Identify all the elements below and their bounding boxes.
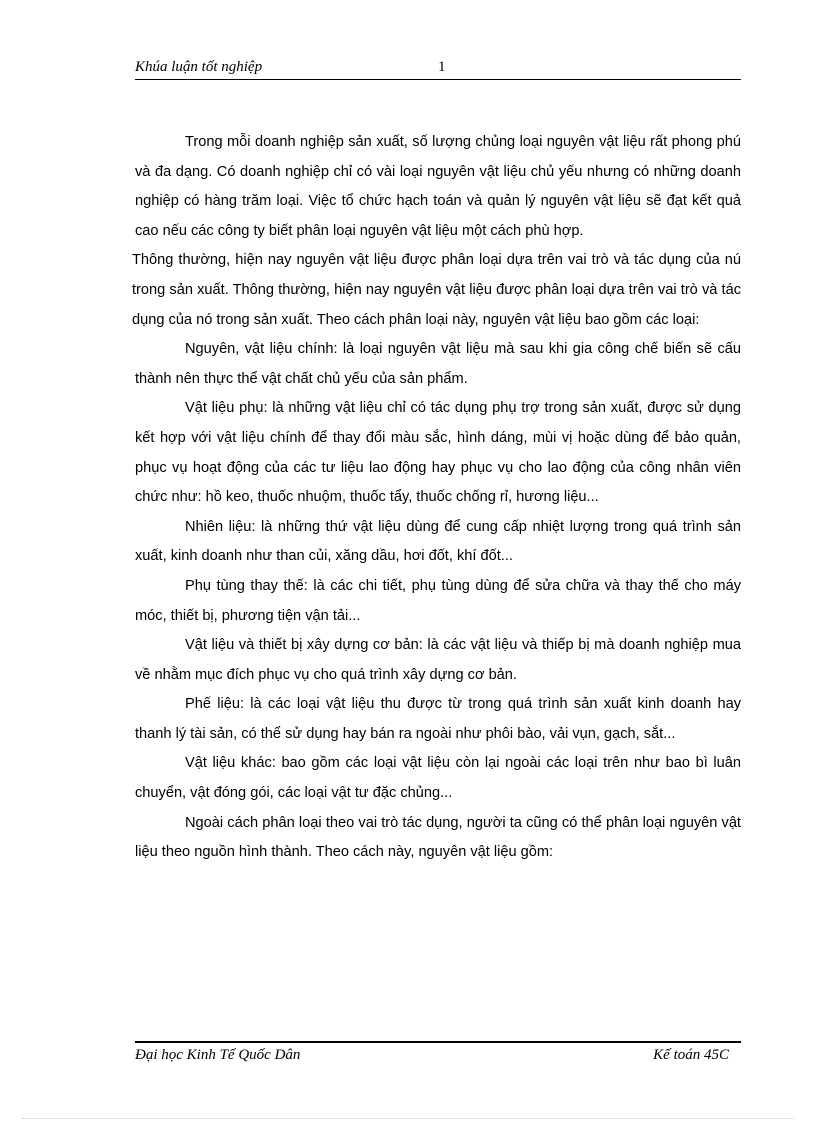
- paragraph: Vật liệu phụ: là những vật liệu chỉ có tác dụng phụ trợ trong sản xuất, được sử dụng kết hợp với vật liệu chính để thay đổi màu sắc, hình dáng, mùi vị hoặc dùng để bảo quản, phục vụ hoạt động của các tư liệu lao động hay phục vụ cho lao động của công nhân viên chức như: hồ keo, thuốc nhuộm, thuốc tẩy, thuốc chống rỉ, hương liệu...: [135, 400, 741, 506]
- page-number: 1: [438, 59, 446, 75]
- paragraph: Phụ tùng thay thế: là các chi tiết, phụ tùng dùng để sửa chữa và thay thế cho máy móc, thiết bị, phương tiện vận tải...: [135, 577, 741, 624]
- paragraph: Nhiên liệu: là những thứ vật liệu dùng để cung cấp nhiệt lượng trong quá trình sản xuất, kinh doanh như than củi, xăng dầu, hơi đốt, khí đốt...: [135, 518, 741, 565]
- paragraph: Trong mỗi doanh nghiệp sản xuất, số lượng chủng loại nguyên vật liệu rất phong phú và đa dạng. Có doanh nghiệp chỉ có vài loại nguyên vật liệu chủ yếu nhưng có những doanh nghiệp có hàng trăm loại. Việc tổ chức hạch toán và quản lý nguyên vật liệu sẽ đạt kết quả cao nếu các công ty biết phân loại nguyên vật liệu một cách phù hợp.: [135, 134, 741, 239]
- header-title: Khúa luận tốt nghiệp: [135, 59, 263, 75]
- page-bottom-edge: [22, 1118, 794, 1119]
- footer-university: Đại học Kinh Tế Quốc Dân: [135, 1047, 301, 1063]
- footer-class: Kế toán 45C: [653, 1047, 729, 1063]
- page-header: [135, 57, 741, 80]
- paragraph: Vật liệu khác: bao gồm các loại vật liệu còn lại ngoài các loại trên như bao bì luân chuyển, vật đóng gói, các loại vật tư đặc chủng...: [135, 755, 741, 802]
- paragraph: Nguyên, vật liệu chính: là loại nguyên vật liệu mà sau khi gia công chế biến sẽ cấu thành nên thực thể vật chất chủ yếu của sản phẩm.: [135, 341, 741, 387]
- paragraph: Vật liệu và thiết bị xây dựng cơ bản: là các vật liệu và thiếp bị mà doanh nghiệp mua về nhằm mục đích phục vụ cho quá trình xây dựng cơ bản.: [135, 637, 741, 683]
- page-footer: [135, 1041, 741, 1069]
- paragraph: Thông thường, hiện nay nguyên vật liệu được phân loại dựa trên vai trò và tác dụng của nú trong sản xuất. Thông thường, hiện nay nguyên vật liệu được phân loại dựa trên vai trò và tác dụng của nó trong sản xuất. Theo cách phân loại này, nguyên vật liệu bao gồm các loại:: [132, 252, 741, 328]
- body-text: [132, 128, 741, 868]
- paragraph: Ngoài cách phân loại theo vai trò tác dụng, người ta cũng có thể phân loại nguyên vật liệu theo nguồn hình thành. Theo cách này, nguyên vật liệu gồm:: [135, 814, 741, 861]
- paragraph: Phế liệu: là các loại vật liệu thu được từ trong quá trình sản xuất kinh doanh hay thanh lý tài sản, có thể sử dụng hay bán ra ngoài như phôi bào, vải vụn, gạch, sắt...: [135, 696, 741, 742]
